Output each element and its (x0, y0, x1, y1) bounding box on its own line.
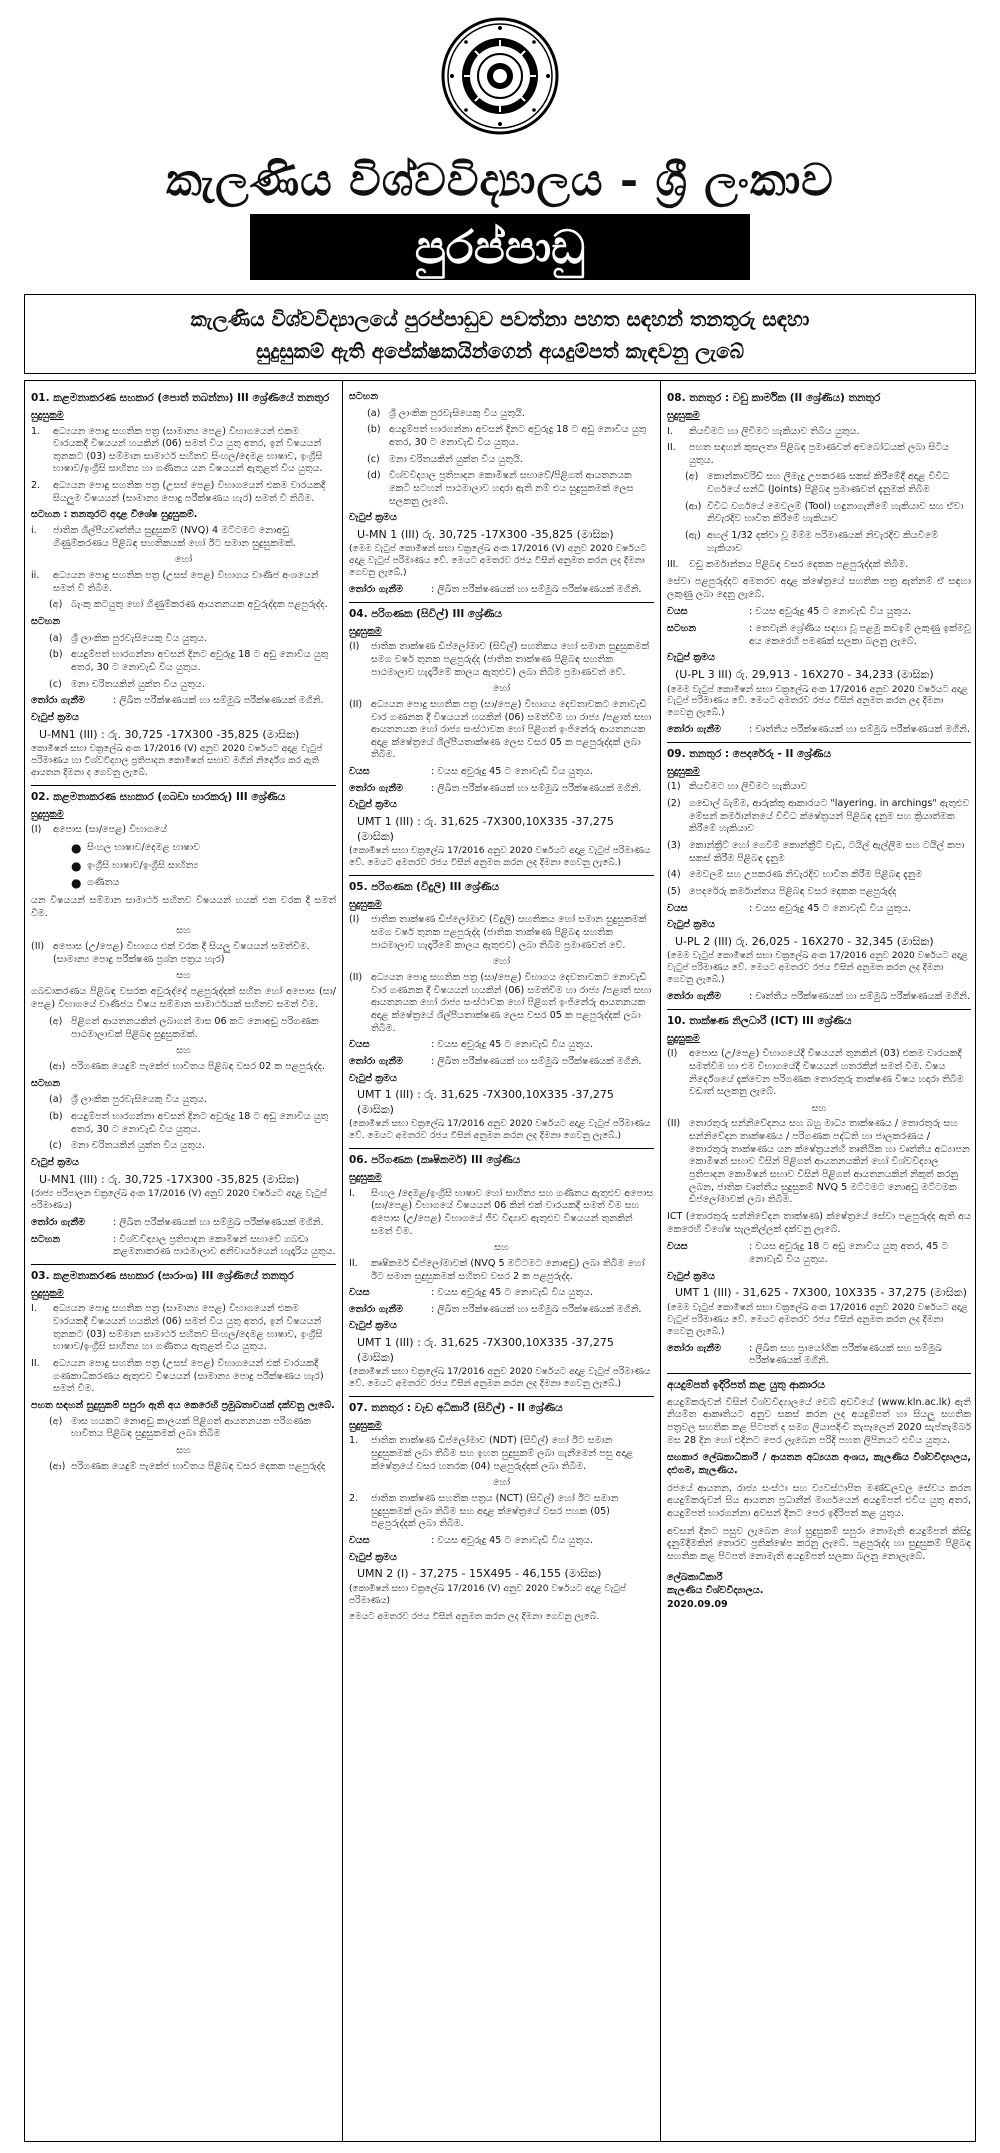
salary-note: (කොමිෂන් සභා චක්‍රලේඛ 17/2016 අනුව 2020 වර්ෂයට අදාළ වැටුප් පරිමාණය වේ. මෙයට අමතරව රජය විසින් අනුමත කරන ලද දීමනා ගෙවනු ලැබේ.) (349, 1367, 651, 1390)
qual-item: I. අධ්‍යයන පොදු සහතික පත්‍ර (සාමාන්‍ය පෙළ) විභාගයෙන් එකම වාරයකදී විෂයයන් හයකින් (06) සමත් විය යුතු අතර, ඉන් විෂයයන් තුනකට (03) සම්මාන සාමාර්ථ සහිතව සිංහල/දෙමළ භාෂාව, ඉංග්‍රීසි භාෂාව/ඉංග්‍රීසි සාහිත්‍ය හා ගණිතය ඇතුළත් විය යුතුය. (31, 1303, 323, 1353)
qual-text: ICT (තොරතුරු සන්නිවේදන තාක්ෂණ) ක්ෂේත්‍රයේ සේවා පළපුරුද්ද ඇති අය කෙරෙහි විශේෂ සැලකිල්ලක් දක්වනු ලැබේ. (667, 1211, 971, 1235)
note-item: (c) මනා චරිතයකින් යුක්ත විය යුතුය. (49, 1140, 205, 1152)
qual-label: සුදුසුකම (31, 409, 64, 421)
university-title: කැලණිය විශ්වවිද්‍යාලය - ශ්‍රී ලංකාව (166, 155, 834, 206)
qual-item: 2. ජාතික තාක්ෂණ සහතික පත්‍රය (NCT) (සිවිල්) හෝ ඊට සමාන සුදුසුකමක් ලබා තිබීම සහ අදාළ ක්ෂේත්‍රයේ වසර පහක (05) පළපුරුද්දක් ලබා තිබීම. (349, 1493, 619, 1530)
qual-item: (4) මෙවලම් සහ උපකරණ නිවැරදිව භාවිත කිරීම පිළිබඳ දැනුම (667, 869, 923, 881)
qual-label: සුදුසුකම (667, 409, 700, 421)
qual-item: (I) අපොස (උ/පෙළ) විභාගයේදී විෂයයන් තුනකින් (03) එකම වාරයකදී සමත්වීම හා එම විභාගයේදී විෂයයන් හතරකින් සමත් වීම. විෂය නිර්දේශයේ දැක්වෙන පරිගණක තොරතුරු තාක්ෂණ විෂය හදාරා තිබීම වඩාත් සලකනු ලැබේ. (667, 1048, 964, 1098)
note-row: සටහන : විශ්වවිද්‍යාල ප්‍රතිපාදන කොමිෂන් සභාවේ ගබඩා කළමනාකරණ පාඨමාලාව අනිවාර්යයෙන් හැදෑරිය යුතුය. (31, 1233, 336, 1258)
qual-item: 2. අධ්‍යයන පොදු සහතික පත්‍ර (උසස් පෙළ) විභාගයෙන් එකම වාරයකදී සියලුම විෂයයන් (සාමාන්‍ය පොදු පරීක්ෂණය හැර) සමත් වී තිබීම. (31, 480, 326, 504)
salary-label: වැටුප් ක්‍රමය (349, 1320, 397, 1332)
selection-row: තෝරා ගැනීම : ලිඛිත පරීක්ෂණයක් හා සම්මුඛ පරීක්ෂණයක් මගිනි. (349, 782, 642, 794)
qual-item: 1. ජාතික තාක්ෂණ ඩිප්ලෝමාව (NDT) (සිවිල්) හෝ ඊට සමාන සුදුසුකමක් ලබා තිබීම සහ ඉහත සුදුසුකම් ලබා ගැනීමෙන් පසු අදාළ ක්ෂේත්‍රයේ වසර හතරක (04) පළපුරුද්දක් ලබා තිබීම. (349, 1435, 634, 1472)
qual-item: (ආ) විවිධ වර්ගයේ මෙවලම් (Tool) හඳුනාගැනීමේ හැකියාව සහ ඒවා නිවැරදිව භාවිත කිරීමේ හැකියාව (685, 500, 964, 525)
qual-item: (අ) කොන්කාවරිඩ් සහ ලීමැදු උපකරණ සකස් කිරීමේදී අදාළ විවිධ වර්ගයේ සන්ධි (Joints) පිළිබඳ ප්‍රමාණවත් දැනුමක් තිබීම (685, 471, 950, 496)
salary-scale: U-MN 1 (III) රු. 30,725 -17X300 -35,825 (මාසික) (357, 527, 614, 541)
salary-scale: U-MN1 (III) : රු. 30,725 -17X300 -35,825 (මාසික) (39, 1172, 300, 1186)
salary-scale: UMT 1 (III) : රු. 31,625 -7X300,10X335 -37,275 (මාසික) (357, 815, 614, 843)
selection-row: තෝරා ගැනීම : ලිඛිත පරීක්ෂණයක් හා සම්මුඛ පරීක්ෂණයක් මගිනි. (31, 1217, 324, 1228)
apply-instructions-title: අයදුම්පත් ඉදිරිපත් කළ යුතු ආකාරය (667, 1373, 971, 1393)
note-item: (b) අයදුම්පත් භාරගන්නා අවසන් දිනට අවුරුදු 18 ට අඩු නොවිය යුතු අතර, 30 ට නොවැඩි විය යුතුය. (49, 649, 329, 674)
salary-note: (මෙම වැටුප් කොමිෂන් සභා චක්‍රලේඛ අංක 17/2016 අනුව 2020 වර්ෂයට අදාළ වැටුප් පරිමාණය වේ. මෙයට අමතරව රජය විසින් අනුමත කරන ලද දීමනා ගෙවනු ලැබේ.) (667, 951, 968, 986)
selection-row: තෝරා ගැනීම : ලිඛිත පරීක්ෂණයක් හා සම්මුඛ පරීක්ෂණයක් මගිනි. (349, 1055, 642, 1067)
university-seal-logo (440, 16, 560, 136)
salary-note: (කොමිෂන් සභා චක්‍රලේඛ 17/2016 අනුව 2020 වර්ෂයට අදාළ වැටුප් පරිමාණය වේ. මෙයට අමතරව රජය විසින් අනුමත කරන ලද දීමනා ගෙවනු ලැබේ.) (349, 1119, 651, 1142)
extra-qual-label: සටහන : තනතුරට අදාළ විශේෂ සුදුසුකම්. (31, 509, 198, 521)
salary-label: වැටුප් ක්‍රමය (667, 1270, 715, 1282)
qual-item: (3) කොන්ක්‍රීට් හෝ ගෙවිම් කොන්ක්‍රීට් වැඩ, ටයිල් ඇල්ලීම සහ ටයිල් කපා සකස් කිරීම පිළිබඳ දැනුම (667, 839, 965, 864)
qual-item: (II) අධ්‍යයන පොදු සහතික පත්‍ර (සා/පෙළ) විභාගය දෙවතාවකට නොවැඩි වාර ගණනක දී විෂයයන් හයකින් (06) සමත්වීම හා රාජ්‍ය /පළාත් සභා ආයතනයක හෝ රාජ්‍ය සංස්ථාවක හෝ පිළිගත් ඉංජිනේරු ආයතනයක අදාළ ක්ෂේත්‍රයේ ශිල්පීයතාක්ෂණ ලෙස වසර 05 ක පළපුරුද්දක් ලබා තිබීම. (349, 972, 652, 1034)
qual-item: (ආ) පරිගණක යෙදුම් පැකේජ භාවිතය පිළිබඳ වසර දෙකක පළපුරුද්ද (49, 1460, 326, 1472)
signoff-date: 2020.09.09 (667, 1598, 728, 1610)
post-10-title: 10. තාක්ෂණ නිලධාරී (ICT) III ශ්‍රේණිය (667, 1009, 971, 1029)
note-item: (a) ශ්‍රී ලාංකික පුරවැසියෙකු විය යුතුය. (49, 1094, 207, 1106)
post-09-title: 09. තනතුර : පෙදරේරු - II ශ්‍රේණිය (667, 742, 971, 762)
post-06-title: 06. පරිගණක (කෘෂිකර්ම) III ශ්‍රේණිය (349, 1148, 654, 1168)
salary-note: මෙයට අමතරව රජය විසින් අනුමත කරන ලද දීමනා ගෙවනු ලැබේ. (349, 1611, 600, 1622)
extra-text: සේවා පළපුරුද්දට අමතරව අදාළ ක්ෂේත්‍රයේ සහතික පත්‍ර ඇත්නම් ඒ සඳහා ලකුණු ලබා දෙනු ලැබේ. (667, 576, 971, 600)
salary-scale: (U-PL 3 III) රු. 29,913 - 16X270 - 34,233 (මාසික) (675, 668, 934, 682)
salary-note: (මෙම වැටුප් කොමිෂන් සභා චක්‍රලේඛ අංක 17/2016 (V) අනුව 2020 වර්ෂයට අදාළ වැටුප් පරිමාණය වේ. මෙයට අමතරව රජය විසින් අනුමත කරන ලද දීමනා ගෙවනු ලැබේ.) (349, 544, 647, 579)
salary-note: (කොමිෂන් සභා චක්‍රලේඛ 17/2016 අනුව 2020 වර්ෂයට අදාළ වැටුප් පරිමාණය වේ. මෙයට අමතරව රජය විසින් අනුමත කරන ලද දීමනා ගෙවනු ලැබේ.) (349, 846, 651, 868)
qual-item: III. වඩු කර්මාන්තය පිළිබඳ වසර දෙකක පළපුරුද්දක් තිබීම. (667, 559, 909, 571)
qual-item: I. කියවීමට හා ලිවීමට හැකියාව තිබිය යුතුය. (667, 425, 860, 437)
qual-item: (II) තොරතුරු සන්නිවේදනය සහ බහු මාධ්‍ය තාක්ෂණය / තොරතුරු සහ සන්නිවේදන තාක්ෂණය / පරිගණක පද්ධති හා ජාලකරණය / තොරතුරු තාක්ෂණය යන ක්ෂේත්‍රයන්හි තෘතීයික හා වෘත්තීය අධ්‍යාපන කොමිෂන් සභාව විසින් පිළිගත් ආයතනයකින් හෝ විශ්වවිද්‍යාල ප්‍රතිපාදන කොමිෂන් සභාව විසින් පිළිගත් ආයතනයකින් නිකුත් කරනු ලබන, ජාතික වෘත්තීය සුදුසුකම් NVQ 5 මට්ටමට නොඅඩු මට්ටමක ඩිප්ලෝමාවක් ලබා තිබීම. (667, 1118, 970, 1206)
qual-item: II. අධ්‍යයන පොදු සහතික පත්‍ර (උසස් පෙළ) විභාගයෙන් එක් වාරයකදී ගණකාධිකරණය ඇතුළුව විෂයයන් (සාමාන්‍ය පොදු පරීක්ෂණය හැර) සමත් වීම. (31, 1358, 324, 1395)
salary-label: වැටුප් ක්‍රමය (349, 1551, 397, 1563)
note-block: සටහන (31, 616, 61, 628)
note-item: (b) අයදුම්පත් භාරගන්නා අවසන් දිනට අවුරුදු 18 ට අඩු නොවිය යුතු අතර, 30 ට නොවැඩි විය යුතුය. (367, 424, 647, 448)
qual-text: යන විෂයයන් සම්මාන සාමාර්ථ සහිතව විෂයයන් හයක් එක වරක දී සමත් වීම. (31, 894, 336, 919)
qual-label: සුදුසුකම (349, 1419, 382, 1431)
salary-label: වැටුප් ක්‍රමය (667, 919, 715, 931)
salary-scale: UMT 1 (III) : රු. 31,625 -7X300,10X335 -37,275 (මාසික) (357, 1336, 614, 1364)
and-separator: සහ (811, 1102, 827, 1114)
qual-item: ii. අධ්‍යයන පොදු සහතික පත්‍ර (උසස් පෙළ) විභාගය වාණිජ අංශයෙන් සමත් වී තිබීම. (31, 570, 319, 594)
qual-item: (ඇ) අඟල් 1/32 දක්වා වූ මිම්ම පරිමාණයක් නිවැරදිව කියවීමේ හැකියාව (685, 530, 939, 554)
vacancy-columns (24, 380, 976, 2142)
salary-label: වැටුප් ක්‍රමය (31, 711, 79, 723)
salary-label: වැටුප් ක්‍රමය (31, 1157, 79, 1169)
qual-label: සුදුසුකම (667, 1032, 700, 1044)
subject-bullet: ● ගණිතය (71, 876, 120, 891)
note-item: (d) විශ්වවිද්‍යාල ප්‍රතිපාදන කොමිෂන් සභාවේ/පිළිගත් ආයතනයක කෙටි සටහන් පාඨමාලාව හදාරා ඇති නම් එය සුදුසුකමක් ලෙස සලකනු ලැබේ. (367, 470, 634, 507)
signoff-title: ලේඛකාධිකාරී (667, 1571, 723, 1583)
selection-row: තෝරා ගැනීම : වෘත්තීය පරීක්ෂණයක් හා සම්මුඛ පරීක්ෂණයක් මගිනි. (667, 991, 970, 1003)
column-1 (25, 381, 343, 2141)
salary-scale: U-PL 2 (III) රු. 26,025 - 16X270 - 32,345 (මාසික) (675, 934, 934, 948)
post-07-title: 07. තනතුර : වැඩ අධිකාරී (සිවිල්) - II ශ්‍රේණිය (349, 1396, 654, 1416)
note-block: සටහන (31, 1077, 61, 1089)
or-separator: හෝ (492, 956, 511, 968)
and-separator: සහ (176, 970, 191, 982)
invitation-subhead (24, 294, 976, 374)
qual-item: (II) අපොස (උ/පෙළ) විභාගය එක් වරක දී සියලු විෂයයන් සමත්වීම. (සාමාන්‍ය පොදු පරීක්ෂණ ප්‍රශ්න පත්‍රය හැර) (31, 940, 310, 965)
qual-item: (1) කියවීමට හා ලිවීමට හැකියාව (667, 781, 808, 793)
age-row: වයස : වයස අවුරුදු 45 ට නොවැඩි විය යුතුය. (349, 1535, 594, 1547)
salary-note: (මෙම වැටුප් කොමිෂන් සභා චක්‍රලේඛ අංක 17/2016 අනුව 2020 වර්ෂයට අදාළ වැටුප් පරිමාණය වේ. මෙයට අමතරව රජය විසින් අනුමත කරන ලද දීමනා ගෙවනු ලැබේ.) (667, 684, 968, 719)
apply-paragraph: අවසන් දිනට පසුව ලැබෙන හෝ සුදුසුකම් සපුරා නොමැති අයදුම්පත් කිසිදු දැනුම්දීමකින් තොරව ප්‍රතික්ෂේප කරනු ලැබේ. පළපුරුද්ද හා සුදුසුකම් පිළිබඳ සහතික කළ පිටපත් නොමැති අයදුම්පත් සලකා බලනු නොලැබේ. (667, 1525, 971, 1562)
qual-item: (අ) මාස හයකට නොඅඩු කාලයක් පිළිගත් ආයතනයක පරිගණක භාවිතය පිළිබඳ සුදුසුකමක් ලබා තිබීම (49, 1415, 312, 1440)
note-row: සටහන : තෙවැනි ශ්‍රේණිය සඳහා වූ පළමු කඩඉම් ලකුණු ඉක්මවූ අය කෙරෙහි පමණක් සලකා බලනු ලැබේ. (667, 623, 971, 647)
salary-note: (මෙම වැටුප් කොමිෂන් සභා චක්‍රලේඛ අංක 17/2016 අනුව 2020 වර්ෂයට අදාළ වැටුප් පරිමාණය වේ. මෙයට අමතරව රජය විසින් අනුමත කරන ලද දීමනා ගෙවනු ලැබේ.) (667, 1302, 968, 1337)
priority-label: පහත සඳහන් සුදුසුකම් සපුරා ඇති අය කෙරෙහි ප්‍රමුඛතාවයක් දක්වනු ලැබේ. (31, 1400, 335, 1412)
post-08-title: 08. තනතුර : වඩු කාර්මික (II ශ්‍රේණිය) තනතුර (667, 392, 881, 404)
qual-item: i. ජාතික ශිල්පීයවෘත්තීය සුදුසුකම් (NVQ) 4 මට්ටමට නොඅඩු ගිණුම්කරණය පිළිබඳ සහතිකයක් හෝ ඊට සමාන සුදුසුකමක්. (31, 525, 296, 549)
selection-row: තෝරා ගැනීම : වෘත්තීය පරීක්ෂණයක් හා සම්මුඛ පරීක්ෂණයක් මගිනි. (667, 724, 970, 736)
note-item: (a) ශ්‍රී ලාංකික පුරවැසියෙකු විය යුතුය. (49, 632, 207, 644)
subject-bullet: ● සිංහල භාෂාව/දෙමළ භාෂාව (71, 840, 201, 855)
subject-bullet: ● ඉංග්‍රීසි භාෂාව/ඉංග්‍රීසි සාහිත්‍ය (71, 858, 199, 873)
salary-scale: U-MN1 (III) : රු. 30,725 -17X300 -35,825 (මාසික) (39, 727, 300, 741)
subhead-line-1: කැලණිය විශ්වවිද්‍යාලයේ පුරප්පාඩුව පවත්නා පහත සඳහන් තනතුරු සඳහා (190, 307, 810, 331)
age-row: වයස : වයස අවුරුදු 45 ට නොවැඩි විය යුතුය. (667, 902, 912, 914)
salary-note: (රාජ්‍ය පරිපාලන චක්‍රලේඛ අංක 17/2016 (V) අනුව 2020 වර්ෂයට අදාළ වැටුප් පරිමාණය) (31, 1189, 327, 1212)
note-block: සටහන (349, 391, 379, 402)
selection-row: තෝරා ගැනීම : ලිඛිත පරීක්ෂණයක් හා සම්මුඛ පරීක්ෂණයක් මගිනි. (349, 1303, 642, 1315)
note-item: (b) අයදුම්පත් භාරගන්නා අවසන් දිනට අවුරුදු 18 ට අඩු නොවිය යුතු අතර, 30 ට නොවැඩි විය යුතුය. (49, 1111, 329, 1135)
post-03-title: 03. කළමනාකරණ සහකාර (සාරාංශ) III ශ්‍රේණියේ තනතුර (31, 1264, 336, 1284)
or-separator: හෝ (492, 1477, 511, 1489)
salary-scale: UMN 2 (I) - 37,275 - 15X495 - 46,155 (මාසික) (357, 1567, 602, 1581)
qual-item: (අ) පිළිගත් ආයතනයකින් ලබාගත් මාස 06 කට නොඅඩු පරිගණක පාඨමාලාවක් පිළිබඳ සුදුසුකමක්. (49, 1016, 319, 1040)
salary-label: වැටුප් ක්‍රමය (667, 652, 715, 664)
qual-label: සුදුසුකම (667, 765, 700, 777)
salary-note: (කොමිෂන් සභා චක්‍රලේඛ 17/2016 (V) අනුව 2020 වර්ෂයට අදාළ වැටුප් පරිමාණය) (349, 1583, 626, 1606)
and-separator: සහ (176, 925, 191, 937)
qual-label: සුදුසුකම (349, 1171, 382, 1183)
qual-label: සුදුසුකම (31, 808, 64, 820)
qual-item: (I) ජාතික තාක්ෂණ ඩිප්ලෝමාව (සිවිල්) සහතිකය හෝ සමාන සුදුසුකමක් සමග වර්ෂ තුනක පළපුරුද්ද (ජාතික තාක්ෂණ පිළිබඳ සහතික පාඨමාලාව හැදෑරීමේ කාලය ඇතුළුව) ලබා තිබීම ප්‍රමාණවත් වේ. (349, 641, 650, 678)
and-separator: සහ (494, 1242, 509, 1254)
selection-row: තෝරා ගැනීම : ලිඛිත පරීක්ෂණයක් හා සම්මුඛ පරීක්ෂණයක් මගිනි. (31, 695, 324, 707)
salary-label: වැටුප් ක්‍රමය (349, 512, 397, 524)
post-02-title: 02. කළමනාකරණ සහකාර (ගබඩා භාරකරු) III ශ්‍රේණිය (31, 785, 336, 805)
signoff (667, 1572, 971, 1612)
qual-item: I. සිංහල /දෙමළ/ඉංග්‍රීසි භාෂාව හෝ සාහිත්‍ය සහ ගණිතය ඇතුළුව අපොස (සා/පෙළ) විභාගයේ විෂයයන් 06 කින් එක් වාරයකදී සමත් වීම සහ අපොස (උ/පෙළ) විභාගයේ ජීව විද්‍යාව ඇතුළුව විෂයයන් තුනකින් සමත් වීම. (349, 1187, 654, 1237)
post-04-title: 04. පරිගණක (සිවිල්) III ශ්‍රේණිය (349, 602, 654, 622)
qual-item: (II) අධ්‍යයන පොදු සහතික පත්‍ර (සා/පෙළ) විභාගය දෙවතාවකට නොවැඩි වාර ගණනක දී විෂයයන් හයකින් (06) සමත්වීම හා රාජ්‍ය /පළාත් සභා ආයතනයක හෝ රාජ්‍ය සංස්ථාවක හෝ පිළිගත් ඉංජිනේරු ආයතනයක අදාළ ක්ෂේත්‍රයේ ශිල්පීයතාක්ෂණ ලෙස වසර 05 ක පළපුරුද්දක් ලබා තිබීම. (349, 698, 652, 761)
qual-item: (2) ගඩොල් බැම්ම, ආරුක්කු ආකාරයට "layering. in archings" ඇතුළුව මේසන් කර්මාන්තයේ විවිධ ක්ෂේත්‍රයන් පිළිබඳ දැනුම සහ ක්‍රියාත්මක කිරීමේ හැකියාව (667, 797, 970, 835)
selection-row: තෝරා ගැනීම : ලිඛිත පරීක්ෂණයක් හා සම්මුඛ පරීක්ෂණයක් මගිනි. (349, 584, 642, 596)
salary-note: කොමිෂන් සභා චක්‍රලේඛ අංක 17/2016 (V) අනුව 2020 වර්ෂයට අදාළ වැටුප් පරිමාණය හා විශ්වවිද්‍යාල ප්‍රතිපාදන කොමිෂන් සභාව මගින් නිර්දේශ කර ඇති ආයතන දීමනා ද ගෙවනු ලැබේ. (31, 744, 323, 778)
qual-item: (I) අපොස (සා/පෙළ) විභාගයේ (31, 824, 168, 836)
and-separator: සහ (176, 1045, 191, 1057)
salary-scale: UMT 1 (III) : රු. 31,625 -7X300,10X335 -37,275 (මාසික) (357, 1088, 614, 1116)
post-05-title: 05. පරිගණක (විදුලි) III ශ්‍රේණිය (349, 875, 654, 895)
age-row: වයස : වයස අවුරුදු 45 ට නොවැඩි විය යුතුය. (349, 766, 594, 778)
column-2 (343, 381, 661, 2141)
vacancies-banner: පුරප්පාඩු (250, 214, 750, 280)
qual-label: සුදුසුකම (31, 1287, 64, 1299)
post-01-title: 01. කළමනාකරණ සහකාර (පොත් තබන්නා) III ශ්‍රේණියේ තනතුර (31, 392, 330, 404)
qual-label: සුදුසුකම (349, 898, 382, 910)
signoff-institution: කැලණිය විශ්වවිද්‍යාලය. (667, 1585, 764, 1597)
apply-paragraph: රජයේ ආයතන, රාජ්‍ය සංස්ථා සහ ව්‍යවස්ථාපිත මණ්ඩලවල සේවය කරන අයදුම්කරුවන් සිය ආයතන ප්‍රධානීන් මාර්ගයෙන් අයදුම්පත් එවිය යුතු අතර, අයදුම්පත් භාරගන්නා අවසන් දිනට පෙර ඉදිරිපත් කළ යුතුය. (667, 1482, 971, 1519)
apply-paragraph: අයදුම්කරුවන් විසින් විශ්වවිද්‍යාලයේ වෙබ් අඩවියේ (www.kln.ac.lk) ඇති නියමිත ආකෘතියට අනුව සකස් කරන ලද අයදුම්පත් හා සියලු සහතික පත්‍රවල සහතික කළ පිටපත් ද සමග ලියාපදිංචි තැපෑලෙන් 2020 සැප්තැම්බර් මස 28 දින හෝ එදිනට පෙර ලැබෙන පරිදි පහත ලිපිනයට එවිය යුතුය. (667, 1396, 971, 1446)
or-separator: හෝ (174, 554, 193, 566)
note-item: (a) ශ්‍රී ලාංකික පුරවැසියෙකු විය යුතුයි. (367, 407, 525, 419)
qual-item: II. පහත සඳහන් කුසලතා පිළිබඳ ප්‍රමාණවත් අවබෝධයක් ලබා සිටිය යුතුය. (667, 442, 950, 466)
qual-item: (5) පෙදරේරු කර්මාන්තය පිළිබඳ වසර දෙකක පළපුරුද්ද (667, 885, 897, 897)
or-separator: හෝ (492, 683, 511, 695)
subhead-line-2: සුදුසුකම් ඇති අපේක්ෂකයින්ගෙන් අයදුම්පත් කැඳවනු ලැබේ (255, 339, 745, 363)
qual-item: (අ) බැංකු කටයුතු හෝ ගිණුම්කරණ ආයතනයක අවුරුද්දක පළපුරුද්ද. (49, 599, 328, 611)
qual-text: ගබඩාකරණය පිළිබඳ වසරක අවුරුද්දේ පළපුරුද්දක් සහිත හෝ අපොස (සා/පෙළ) විභාගයේ වාණිජය විෂය සම්මාන සාමාර්ථයක් සහිතව සමත් වීම. (31, 985, 336, 1010)
salary-label: වැටුප් ක්‍රමය (349, 799, 397, 811)
qual-item: 1. අධ්‍යයන පොදු සහතික පත්‍ර (සාමාන්‍ය පෙළ) විභාගයෙන් එකම වාරයකදී විෂයයන් හයකින් (06) සමත් විය යුතු අතර, ඉන් විෂයයන් තුනකට (03) සම්මාන සාමාර්ථ සහිතව සිංහල/දෙමළ භාෂාව, ඉංග්‍රීසි භාෂාව/ඉංග්‍රීසි සාහිත්‍ය හා ගණිතය යන විෂයයන් ඇතුළත් විය යුතුය. (31, 425, 323, 475)
salary-scale: UMT 1 (III) - 31,625 - 7X300, 10X335 - 37,275 (මාසික) (675, 1286, 967, 1300)
selection-row: තෝරා ගැනීම : ලිඛිත සහ ප්‍රායෝගික පරීක්ෂණයක් සහ සම්මුඛ පරීක්ෂණයක් මගිනි. (667, 1342, 942, 1367)
apply-address: සහකාර ලේඛකාධිකාරී / ආයතන අධ්‍යයන අංශය, කැලණිය විශ්වවිද්‍යාලය, දළුගම, කැලණිය. (667, 1452, 971, 1476)
age-row: වයස : වයස අවුරුදු 18 ට අඩු නොවිය යුතු අතර, 45 ට නොවැඩි විය යුතුය. (667, 1241, 949, 1266)
qual-item: (I) ජාතික තාක්ෂණ ඩිප්ලෝමාව (විදුලි) සහතිකය හෝ සමාන සුදුසුකමක් සමග වර්ෂ තුනක පළපුරුද්ද (ජාතික තාක්ෂණ පිළිබඳ සහතික පාඨමාලාව හැදෑරීමේ කාලය ඇතුළුව) ලබා තිබීම ප්‍රමාණවත් වේ. (349, 914, 647, 951)
qual-label: සුදුසුකම (349, 625, 382, 637)
age-row: වයස : වයස අවුරුදු 45 ට නොවැඩි විය යුතුය. (349, 1039, 594, 1051)
qual-item: II. කෘෂිකර්ම ඩිප්ලෝමාවක් (NVQ 5 මට්ටමට නොඅඩු) ලබා තිබීම හෝ ඊට සමාන සුදුසුකමක් සහිතව වසර 2 ක පළපුරුද්ද. (349, 1257, 645, 1282)
column-3 (661, 381, 977, 2141)
age-row: වයස : වයස අවුරුදු 45 ට නොවැඩි විය යුතුය. (667, 606, 912, 618)
salary-label: වැටුප් ක්‍රමය (349, 1072, 397, 1084)
age-row: වයස : වයස අවුරුදු 45 ට නොවැඩි විය යුතුය. (349, 1287, 594, 1299)
note-item: (c) මනා චරිතයකින් යුක්ත විය යුතුයි. (367, 453, 523, 465)
note-item: (c) මනා චරිතයකින් යුක්ත විය යුතුය. (49, 678, 205, 690)
qual-item: (ආ) පරිගණක යෙදුම් පැකේජ භාවිතය පිළිබඳ වසර 02 ක පළපුරුද්ද. (49, 1061, 326, 1073)
and-separator: සහ (176, 1445, 191, 1457)
